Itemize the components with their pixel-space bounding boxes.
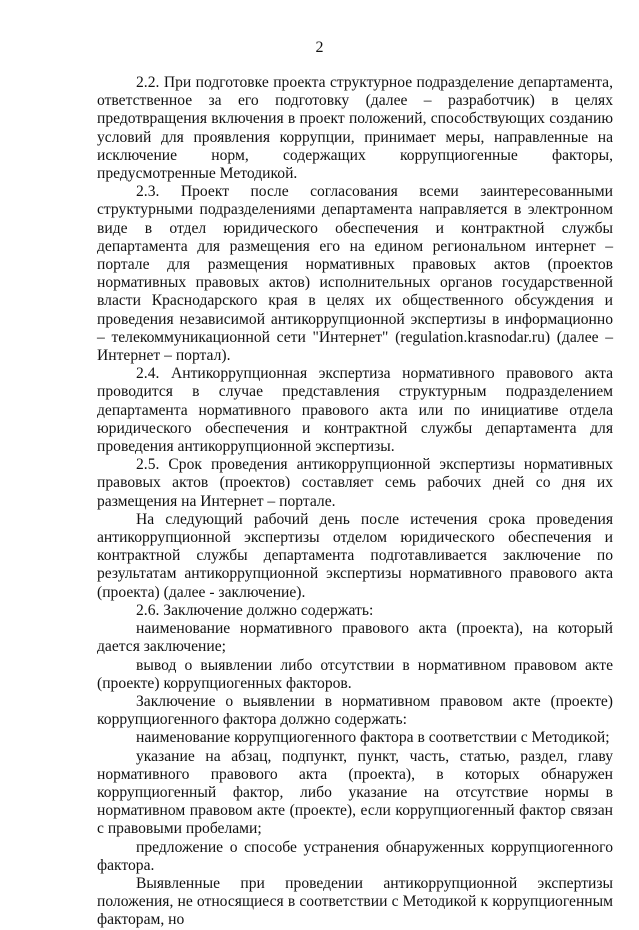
list-item-factor-name: наименование коррупциогенного фактора в соответствии с Методикой; <box>136 729 610 747</box>
paragraph-2-3: 2.3. Проект после согласования всеми заинтересованными структурными подразделениями департамента направляется в электронном виде в отдел юридического обеспечения и контрактной службы департамента для размещения его на едином региональном интернет – портале для размещения нормативных правовых актов (проектов нормативных правовых актов) исполнительных органов государственной власти Краснодарского края в целях их общественного обсуждения и проведения независимой антикоррупционной экспертизы в информационно – телекоммуникационной сети "Интернет" (regulation.krasnodar.ru) (далее – Интернет – портал). <box>97 183 613 365</box>
page-number: 2 <box>315 39 324 56</box>
paragraph-2-6: 2.6. Заключение должно содержать: <box>136 601 374 619</box>
list-item-conclusion: вывод о выявлении либо отсутствии в нормативном правовом акте (проекте) коррупциогенных факторов. <box>97 656 613 692</box>
list-item-reference: указание на абзац, подпункт, пункт, часть, статью, раздел, главу нормативного правового акта (проекта), в которых обнаружен коррупциогенный фактор, либо указание на отсутствие нормы в нормативном правовом акте (проекте), если коррупциогенный фактор связан с правовыми пробелами; <box>97 747 613 838</box>
paragraph-next-day: На следующий рабочий день после истечения срока проведения антикоррупционной экспертизы отделом юридического обеспечения и контрактной службы департамента подготавливается заключение по результатам антикоррупционной экспертизы нормативного правового акта (проекта) (далее - заключение). <box>97 510 613 601</box>
document-body <box>97 74 613 930</box>
paragraph-2-2: 2.2. При подготовке проекта структурное подразделение департамента, ответственное за его подготовку (далее – разработчик) в целях предотвращения включения в проект положений, способствующих созданию условий для проявления коррупции, принимает меры, направленные на исключение норм, содержащих коррупциогенные факторы, предусмотренные Методикой. <box>97 74 613 183</box>
paragraph-2-4: 2.4. Антикоррупционная экспертиза нормативного правового акта проводится в случае представления структурным подразделением департамента нормативного правового акта или по инициативе отдела юридического обеспечения и контрактной службы департамента для проведения антикоррупционной экспертизы. <box>97 365 613 456</box>
paragraph-2-5: 2.5. Срок проведения антикоррупционной экспертизы нормативных правовых актов (проектов) составляет семь рабочих дней со дня их размещения на Интернет – портале. <box>97 456 613 510</box>
list-item-proposal: предложение о способе устранения обнаруженных коррупциогенного фактора. <box>97 838 613 874</box>
list-item-act-name: наименование нормативного правового акта (проекта), на который дается заключение; <box>97 620 613 656</box>
paragraph-identified-provisions: Выявленные при проведении антикоррупционной экспертизы положения, не относящиеся в соответствии с Методикой к коррупциогенным факторам, но <box>97 874 613 929</box>
paragraph-conclusion-content: Заключение о выявлении в нормативном правовом акте (проекте) коррупциогенного фактора должно содержать: <box>97 692 613 729</box>
